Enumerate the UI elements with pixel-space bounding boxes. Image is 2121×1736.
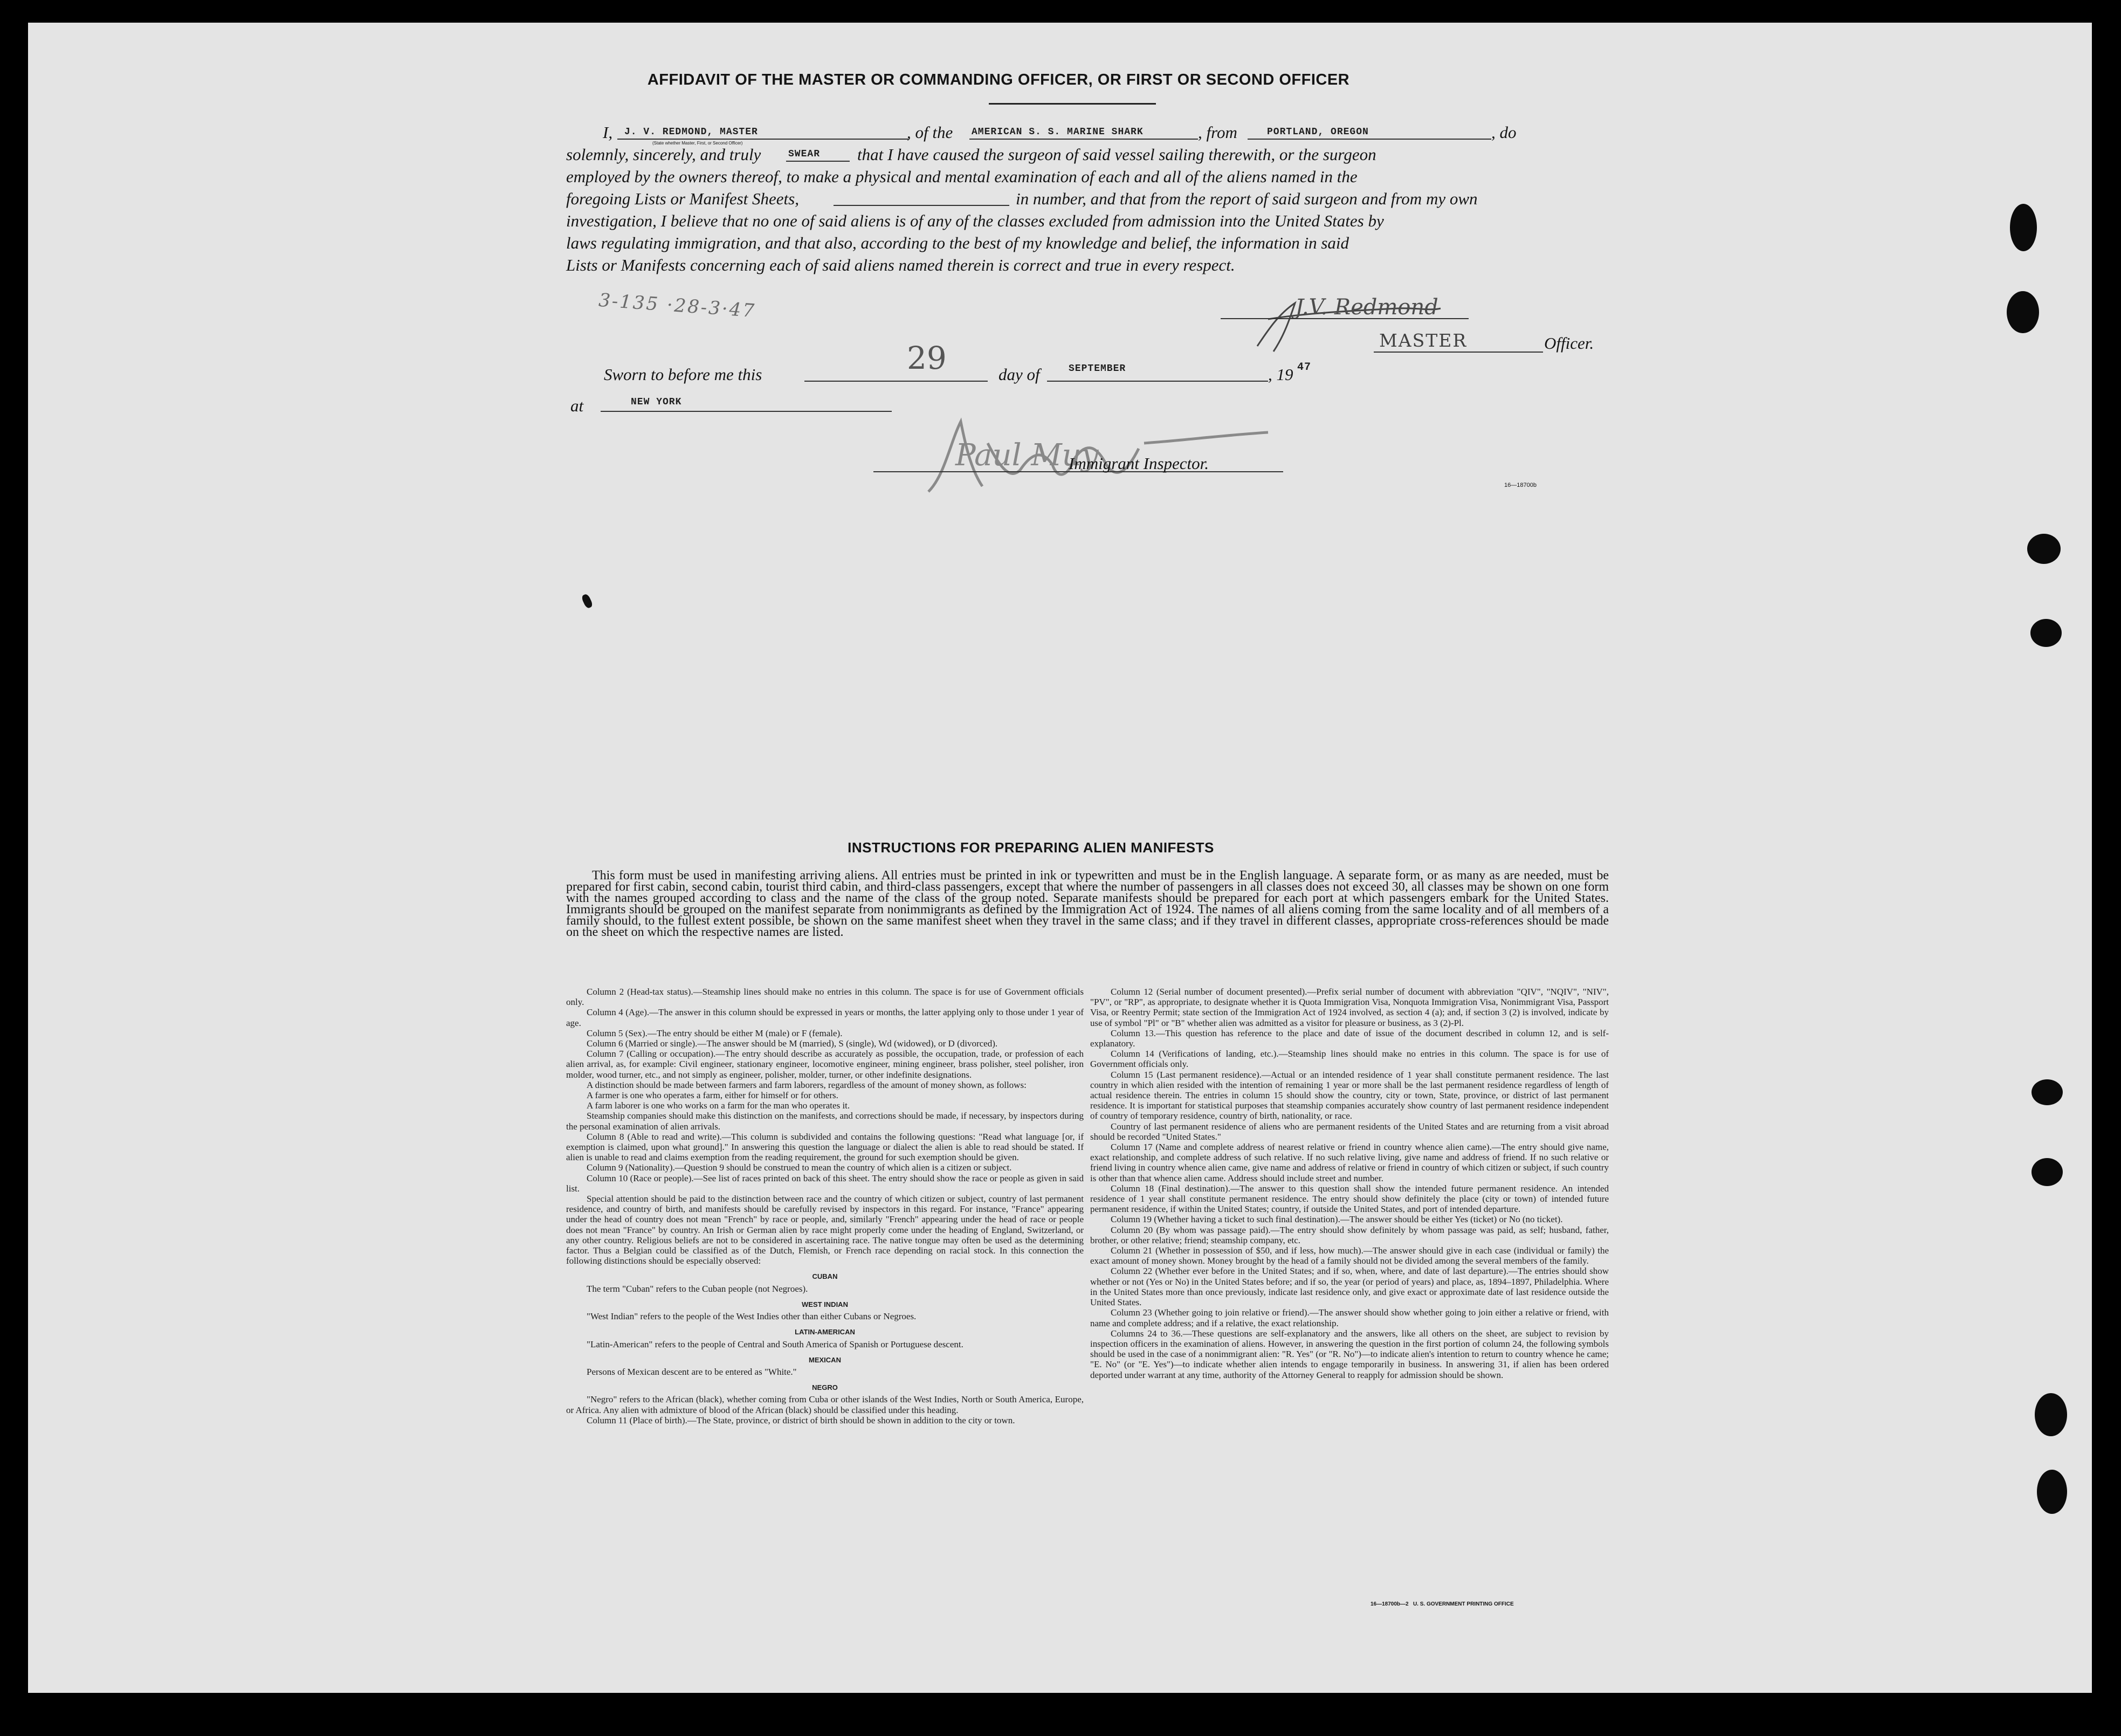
instruction-paragraph: Column 21 (Whether in possession of $50, and if less, how much).—The answer should give in each case (individual or family) the exact amount of money shown. Money brought by the head of a family should not be divided among the several members of the family. — [1090, 1245, 1609, 1266]
day-line — [804, 381, 988, 382]
binding-hole — [2030, 619, 2062, 647]
footer-code-text: 16—18700b—2 — [1371, 1601, 1409, 1607]
binding-hole — [2035, 1393, 2067, 1436]
instruction-paragraph: A distinction should be made between farmers and farm laborers, regardless of the amount of money shown, as follows: — [587, 1079, 1027, 1090]
instruction-paragraph: Country of last permanent residence of aliens who are permanent residents of the United States and are returning from a visit abroad should be recorded "United States." — [1090, 1121, 1609, 1142]
ink-blot — [581, 593, 594, 609]
instruction-paragraph: Column 14 (Verifications of landing, etc.).—Steamship lines should make no entries in this column. The space is for use of Government officials only. — [1090, 1049, 1609, 1070]
instruction-paragraph: Column 7 (Calling or occupation).—The entry should describe as accurately as possible, the occupation, trade, or profession of each alien arrival, as, for example: Civil engineer, stationary engineer, locomotive engineer, mining engineer, brass polisher, steel polisher, iron molder, wood turner, etc., and not simply as engineer, polisher, molder, turner, or other indefinite designations. — [566, 1049, 1084, 1080]
instruction-paragraph: Persons of Mexican descent are to be entered as "White." — [587, 1366, 797, 1377]
officer-note: (State whether Master, First, or Second Officer) — [652, 141, 743, 146]
port-value: PORTLAND, OREGON — [1267, 127, 1369, 137]
aliens-count-line — [834, 205, 1009, 206]
port-line — [1248, 139, 1491, 140]
inspector-label: Immigrant Inspector. — [1069, 454, 1209, 473]
year-suffix: 47 — [1297, 361, 1312, 374]
instruction-paragraph: Column 10 (Race or people).—See list of races printed on back of this sheet. The entry should show the race or people as given in said list. — [566, 1173, 1084, 1194]
binding-hole — [2032, 1158, 2063, 1186]
binding-hole — [2010, 204, 2037, 251]
footer-code — [1371, 1601, 1514, 1607]
sworn-label: Sworn to before me this — [604, 365, 762, 384]
race-heading: LATIN-AMERICAN — [795, 1328, 855, 1337]
place-line — [601, 411, 892, 412]
instruction-paragraph: Column 23 (Whether going to join relative or friend).—The answer should show whether going to join either a relative or friend, with name and complete address; and if a relative, the exact relationship. — [1090, 1307, 1609, 1328]
race-heading: NEGRO — [812, 1383, 838, 1392]
instructions-left-column — [566, 987, 1084, 1425]
instruction-paragraph: Column 12 (Serial number of document presented).—Prefix serial number of document with abbreviation "QIV", "NQIV", "NIV", "PV", or "RP", as appropriate, to designate whether it is Quota Immigration Visa, Nonquota Immigration Visa, Nonimmigrant Visa, Passport Visa, or Reentry Permit; state section of the Immigration Act of 1924 involved, as section 4 (a); and, if section 3 (2) is involved, indicate by use of symbol "Pl" or "B" whether alien was admitted as a visitor for pleasure or business, as 3 (2)-Pl. — [1090, 987, 1609, 1028]
year-prefix: , 19 — [1268, 365, 1293, 384]
vessel-value: AMERICAN S. S. MARINE SHARK — [972, 127, 1144, 137]
instruction-paragraph: A farm laborer is one who works on a farm for the man who operates it. — [587, 1100, 850, 1111]
printer-text: U. S. GOVERNMENT PRINTING OFFICE — [1413, 1601, 1514, 1607]
month-value: SEPTEMBER — [1069, 363, 1126, 374]
affidavit-form-code: 16—18700b — [1504, 482, 1537, 488]
instruction-paragraph: Column 20 (By whom was passage paid).—The entry should show definitely by whom passage was paid, as self; husband, father, brother, or other relative; friend; steamship company, etc. — [1090, 1224, 1609, 1245]
instruction-paragraph: Column 13.—This question has reference to the place and date of issue of the document described in column 12, and is self-explanatory. — [1090, 1028, 1609, 1049]
instruction-paragraph: Column 11 (Place of birth).—The State, province, or district of birth should be shown in addition to the city or town. — [587, 1415, 1015, 1425]
race-heading: CUBAN — [812, 1272, 838, 1281]
binding-hole — [2007, 291, 2039, 333]
instruction-paragraph: "Latin-American" refers to the people of Central and South America of Spanish or Portuguese descent. — [587, 1339, 963, 1349]
instruction-paragraph: "Negro" refers to the African (black), whether coming from Cuba or other islands of the West Indies, North or South America, Europe, or Africa. Any alien with admixture of blood of the African (black) should be classified under this heading. — [566, 1394, 1084, 1415]
signature-line — [1221, 318, 1469, 319]
instruction-paragraph: Column 19 (Whether having a ticket to such final destination).—The answer should be either Yes (ticket) or No (no ticket). — [1111, 1214, 1563, 1225]
affidavit-body — [566, 121, 1752, 299]
affidavit-i: I, — [603, 123, 613, 142]
instruction-paragraph: Column 22 (Whether ever before in the United States; and if so, when, where, and date of last departure).—The entries should show whether or not (Yes or No) in the United States before; and if so, the year (or period of years) and place, as, 1894–1897, Philadelphia. Where in the United States more than once previously, indicate last residence only, and give exact or approximate date of last residence outside the United States. — [1090, 1266, 1609, 1308]
officer-suffix: Officer. — [1544, 334, 1594, 353]
instruction-paragraph: Column 8 (Able to read and write).—This column is subdivided and contains the following questions: "Read what language [or, if exemption is claimed, upon what ground]." In answering this question the language or dialect the alien is able to read should be stated. If alien is unable to read and claims exemption from the reading requirement, the ground for such exemption should be given. — [566, 1131, 1084, 1163]
instruction-paragraph: Columns 24 to 36.—These questions are self-explanatory and the answers, like all others on the sheet, are subject to revision by inspection officers in the examination of aliens. However, in answering the question in the first portion of column 24, the following symbols should be used in the case of a nonimmigrant alien: "R. Yes" (or "R. No")—to indicate alien's intention to return to country whence he came; "E. No" (or "E. Yes")—to indicate whether alien intends to engage temporarily in business. In answering 31, if alien has been ordered deported under warrant at any time, authority of the Attorney General to reapply for admission should be shown. — [1090, 1328, 1609, 1380]
month-line — [1047, 381, 1268, 382]
affidavit-line-7: Lists or Manifests concerning each of said aliens named therein is correct and true in every respect. — [566, 256, 1235, 274]
instruction-paragraph: Column 6 (Married or single).—The answer should be M (married), S (single), Wd (widowed), or D (divorced). — [587, 1038, 998, 1049]
oath-line — [786, 161, 850, 162]
instruction-paragraph: Column 5 (Sex).—The entry should be either M (male) or F (female). — [587, 1028, 843, 1038]
affidavit-line-4b: in number, and that from the report of said surgeon and from my own — [1016, 189, 1478, 208]
oath-value: SWEAR — [788, 149, 821, 160]
instruction-paragraph: "West Indian" refers to the people of the West Indies other than either Cubans or Negroes. — [587, 1311, 917, 1322]
affidavit-of-the: , of the — [907, 123, 953, 142]
affidavit-do: , do — [1491, 123, 1517, 142]
affidavit-line-2b: that I have caused the surgeon of said vessel sailing therewith, or the surgeon — [857, 145, 1376, 164]
instruction-paragraph: Special attention should be paid to the distinction between race and the country of which citizen or subject, country of last permanent residence, and country of birth, and manifests should be carefully revised by inspectors in this regard. For instance, "France" appearing under the head of country does not mean "French" by race or people, and, similarly "French" appearing under the head of race or people does not mean "France" by country. An Irish or German alien by race might properly come under the heading of England, Switzerland, or any other country. Religious beliefs are not to be considered in ascertaining race. The native tongue may often be used as the determining factor. Thus a Belgian could be classified as of the Dutch, Flemish, or French race depending on racial stock. In this connection the following distinctions should be especially observed: — [566, 1194, 1084, 1266]
day-value: 29 — [907, 340, 947, 376]
instruction-paragraph: Column 4 (Age).—The answer in this column should be expressed in years or months, the latter applying only to those under 1 year of age. — [566, 1007, 1084, 1028]
binding-hole — [2027, 534, 2061, 564]
instruction-paragraph: Column 9 (Nationality).—Question 9 should be construed to mean the country of which alien is a citizen or subject. — [587, 1162, 1012, 1173]
affidavit-line-2a: solemnly, sincerely, and truly — [566, 145, 761, 164]
instruction-paragraph: Column 17 (Name and complete address of nearest relative or friend in country whence alien came).—The entry should give name, exact relationship, and complete address of such relative. If no such relative living, give name and address of friend. If no such relative or friend living in country whence alien came, give name and address of relative or friend in country of which citizen or subject, if such country is other than that whence alien came. Address should include street and number. — [1090, 1142, 1609, 1183]
instruction-paragraph: Steamship companies should make this distinction on the manifests, and corrections should be made, if necessary, by inspectors during the personal examination of alien arrivals. — [566, 1111, 1084, 1132]
affidavit-from: , from — [1198, 123, 1237, 142]
instruction-paragraph: The term "Cuban" refers to the Cuban people (not Negroes). — [587, 1283, 808, 1294]
instruction-paragraph: Column 18 (Final destination).—The answer to this question shall show the intended future permanent residence. An intended residence of 1 year shall constitute permanent residence. The entry should show definitely the place (city or town) of intended future permanent residence, if within the United States; country, if outside the United States, and port of intended departure. — [1090, 1183, 1609, 1215]
instructions-heading: INSTRUCTIONS FOR PREPARING ALIEN MANIFESTS — [848, 839, 1214, 856]
affidavit-line-5: investigation, I believe that no one of said aliens is of any of the classes excluded from admission into the United States by — [566, 211, 1384, 230]
race-heading: WEST INDIAN — [802, 1300, 848, 1308]
manifest-back-page — [28, 23, 2092, 1693]
master-signature-text: J.V. Redmond — [1295, 295, 1438, 320]
affidavit-line-3: employed by the owners thereof, to make a physical and mental examination of each and all of the aliens named in the — [566, 167, 1358, 186]
at-label: at — [570, 396, 584, 415]
affidavit-heading: AFFIDAVIT OF THE MASTER OR COMMANDING OFFICER, OR FIRST OR SECOND OFFICER — [647, 71, 1350, 88]
heading-rule — [989, 103, 1156, 105]
place-value: NEW YORK — [631, 397, 682, 408]
rank-line — [1374, 352, 1543, 353]
handwritten-stamp: 3-135 ·28-3·47 — [597, 289, 757, 322]
instructions-right-column — [1090, 987, 1609, 1380]
rank-handwritten: MASTER — [1379, 330, 1468, 351]
officer-name-line — [617, 139, 908, 140]
instructions-intro — [566, 870, 1609, 938]
inspector-signature-text: Paul Muy — [955, 438, 1099, 473]
race-heading: MEXICAN — [809, 1355, 841, 1364]
instruction-paragraph: Column 2 (Head-tax status).—Steamship lines should make no entries in this column. The space is for use of Government officials only. — [566, 987, 1084, 1008]
affidavit-line-4a: foregoing Lists or Manifest Sheets, — [566, 189, 799, 208]
officer-name-value: J. V. REDMOND, MASTER — [624, 127, 758, 137]
day-of-label: day of — [998, 365, 1040, 384]
binding-hole — [2037, 1470, 2067, 1514]
instruction-paragraph: A farmer is one who operates a farm, either for himself or for others. — [587, 1090, 838, 1101]
affidavit-line-6: laws regulating immigration, and that also, according to the best of my knowledge and belief, the information in said — [566, 233, 1349, 252]
vessel-line — [969, 139, 1198, 140]
instruction-paragraph: Column 15 (Last permanent residence).—Actual or an intended residence of 1 year shall constitute permanent residence. The last country in which alien resided with the intention of remaining 1 year or more shall be the last permanent residence regardless of length of actual residence therein. The entries in column 15 should show the country, city or town, State, province, or district of last permanent residence. It is important for statistical purposes that steamship companies accurately show country of last permanent residence independent of country of temporary residence, country of birth, nationality, or race. — [1090, 1069, 1609, 1121]
intro-paragraph: This form must be used in manifesting arriving aliens. All entries must be printed in ink or typewritten and must be in the English language. A separate form, or as many as are needed, must be prepared for first cabin, second cabin, tourist third cabin, and third-class passengers, except that where the number of passengers in all classes does not exceed 30, all classes may be shown on one form with the names grouped according to class and the name of the class of the group noted. Separate manifests should be prepared for each port at which passengers embark for the United States. Immigrants should be grouped on the manifest separate from nonimmigrants as defined by the Immigration Act of 1924. The names of all aliens coming from the same locality and of all members of a family should, to the fullest extent possible, be shown on the same manifest sheet when they travel in the same class; and if they travel in different classes, appropriate cross-references should be made on the sheet on which the respective names are listed. — [566, 869, 1609, 939]
binding-hole — [2032, 1079, 2063, 1105]
